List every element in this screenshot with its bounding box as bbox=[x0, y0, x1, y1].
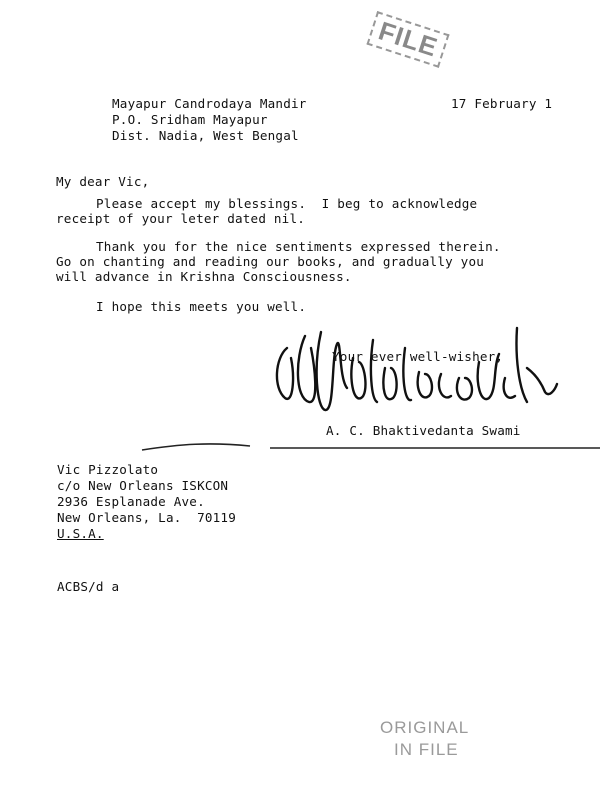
recipient-line-3: 2936 Esplanade Ave. bbox=[57, 494, 205, 509]
recipient-line-2: c/o New Orleans ISKCON bbox=[57, 478, 229, 493]
body-paragraph-3-line-1: I hope this meets you well. bbox=[96, 299, 307, 314]
recipient-name: Vic Pizzolato bbox=[57, 462, 159, 477]
address-line-3: Dist. Nadia, West Bengal bbox=[112, 128, 299, 143]
closing: Your ever well-wisher, bbox=[332, 349, 504, 364]
handwritten-signature bbox=[265, 318, 565, 428]
body-paragraph-2-line-3: will advance in Krishna Consciousness. bbox=[56, 269, 352, 284]
signer-name: A. C. Bhaktivedanta Swami bbox=[326, 423, 521, 438]
address-line-2: P.O. Sridham Mayapur bbox=[112, 112, 268, 127]
body-paragraph-2-line-1: Thank you for the nice sentiments expressed therein. bbox=[96, 239, 501, 254]
recipient-country: U.S.A. bbox=[57, 526, 104, 541]
body-paragraph-1-line-1: Please accept my blessings. I beg to acknowledge bbox=[96, 196, 478, 211]
body-paragraph-2-line-2: Go on chanting and reading our books, and gradually you bbox=[56, 254, 485, 269]
recipient-line-4: New Orleans, La. 70119 bbox=[57, 510, 236, 525]
divider-line bbox=[140, 438, 600, 458]
original-in-file-stamp-line-2: IN FILE bbox=[394, 740, 459, 759]
file-stamp: FILE bbox=[366, 11, 449, 68]
salutation: My dear Vic, bbox=[56, 174, 150, 189]
original-in-file-stamp-line-1: ORIGINAL bbox=[380, 718, 470, 737]
body-paragraph-1-line-2: receipt of your leter dated nil. bbox=[56, 211, 306, 226]
letter-date: 17 February 1 bbox=[451, 96, 553, 111]
address-line-1: Mayapur Candrodaya Mandir bbox=[112, 96, 307, 111]
reference-initials: ACBS/d a bbox=[57, 579, 120, 594]
